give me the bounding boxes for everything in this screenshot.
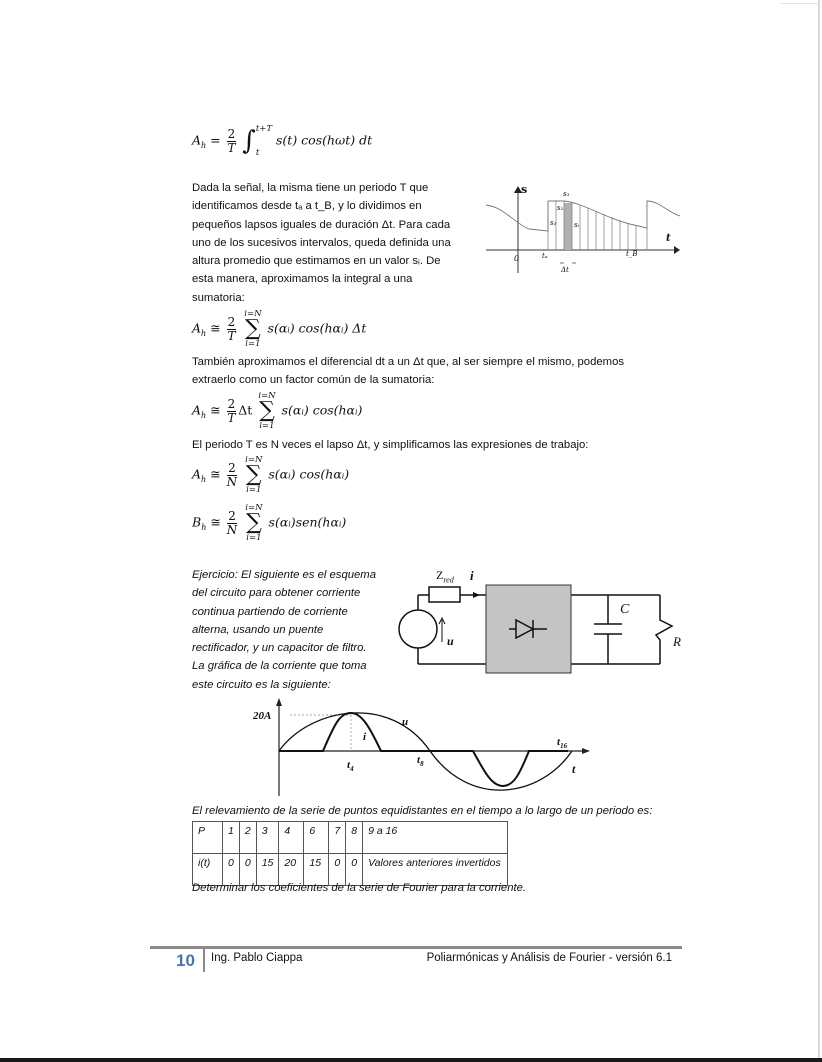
impedance-label: $Z_{red}$ bbox=[436, 568, 454, 585]
sample-points-table bbox=[192, 821, 508, 886]
signal-ta-label: tₐ bbox=[542, 252, 548, 260]
table-cell: Valores anteriores invertidos bbox=[363, 854, 508, 886]
current-label: i bbox=[470, 568, 474, 583]
table-cell: 1 bbox=[223, 822, 240, 854]
signal-si-label: sᵢ bbox=[574, 221, 580, 229]
footer-separator bbox=[203, 948, 205, 972]
signal-tb-label: t_B bbox=[626, 250, 638, 258]
table-cell: 0 bbox=[329, 854, 346, 886]
footer-document-title: Poliarmónicas y Análisis de Fourier - versión 6.1 bbox=[426, 952, 672, 964]
table-cell: 15 bbox=[304, 854, 329, 886]
voltage-label: u bbox=[447, 634, 454, 648]
table-cell: 2 bbox=[239, 822, 256, 854]
paragraph-period: El periodo T es N veces el lapso Δt, y simplificamos las expresiones de trabajo: bbox=[192, 439, 589, 451]
t-axis-label: t bbox=[572, 762, 576, 776]
t8-label: $t_8$ bbox=[417, 754, 424, 769]
equation-ah-sum-dt: $A_h$ ≅ $\frac{2}{T}$ i=N ∑ i=1 s(αᵢ) cos(hαᵢ) Δt bbox=[192, 309, 367, 349]
table-cell: 7 bbox=[329, 822, 346, 854]
current-waveform-svg bbox=[250, 698, 590, 798]
resistor-label: R bbox=[673, 634, 681, 649]
page-edge-top bbox=[780, 3, 820, 4]
u-curve-label: u bbox=[402, 716, 409, 728]
table-row bbox=[193, 822, 508, 854]
y-tick-20a: 20A bbox=[253, 710, 272, 722]
paragraph-signal-division: Dada la señal, la misma tiene un periodo T que identificamos desde tₐ a t_B, y lo dividimos en pequeños lapsos iguales de duración Δt. Para cada uno de los sucesivos intervalos, queda definida una altura promedio que estimamos en un valor sᵢ. De esta manera, aproximamos la integral a una sumatoria: bbox=[192, 182, 451, 304]
rectifier-circuit-diagram bbox=[390, 568, 690, 680]
footer-rule bbox=[150, 946, 682, 949]
table-cell: 4 bbox=[279, 822, 304, 854]
signal-y-label: s bbox=[521, 183, 528, 196]
signal-sampling-svg bbox=[484, 183, 680, 278]
paragraph-exercise: Ejercicio: El siguiente es el esquema del circuito para obtener corriente continua partiendo de corriente alterna, usando un puente rectificador, y un capacitor de filtro. La gráfica de la corriente que toma este circuito es la siguiente: bbox=[192, 569, 376, 691]
signal-origin-label: 0 bbox=[514, 254, 520, 263]
table-cell: 3 bbox=[256, 822, 279, 854]
t4-label: $t_4$ bbox=[347, 759, 354, 774]
page-number: 10 bbox=[176, 951, 195, 970]
paragraph-differential: También aproximamos el diferencial dt a un Δt que, al ser siempre el mismo, podemos extraerlo como un factor común de la sumatoria: bbox=[192, 356, 625, 387]
table-cell: i(t) bbox=[193, 854, 223, 886]
footer-author: Ing. Pablo Ciappa bbox=[211, 952, 303, 964]
table-cell: 8 bbox=[346, 822, 363, 854]
table-cell: 15 bbox=[256, 854, 279, 886]
equation-ah-sum-factored: $A_h$ ≅ $\frac{2}{T}$ Δt i=N ∑ i=1 s(αᵢ) cos(hαᵢ) bbox=[192, 391, 363, 431]
table-cell: P bbox=[193, 822, 223, 854]
table-cell: 20 bbox=[279, 854, 304, 886]
table-cell: 0 bbox=[223, 854, 240, 886]
equation-ah-integral: $A_h$ = $\frac{2}{T}$ ∫ t+T t s(t) cos(hωt) dt bbox=[192, 124, 373, 158]
signal-s3-label: s₃ bbox=[563, 190, 570, 198]
signal-s2-label: s₂ bbox=[557, 204, 564, 212]
equation-ah-sum-n: $A_h$ ≅ $\frac{2}{N}$ i=N ∑ i=1 s(αᵢ) cos(hαᵢ) bbox=[192, 455, 350, 495]
table-cell: 0 bbox=[239, 854, 256, 886]
closing-instruction: Determinar los coeficientes de la serie de Fourier para la corriente. bbox=[192, 882, 527, 894]
equation-bh-sum-n: $B_h$ ≅ $\frac{2}{N}$ i=N ∑ i=1 s(αᵢ)sen(hαᵢ) bbox=[192, 503, 347, 543]
i-curve-label: i bbox=[363, 731, 367, 743]
table-cell: 9 a 16 bbox=[363, 822, 508, 854]
rectifier-circuit-svg bbox=[390, 568, 690, 680]
table-cell: 0 bbox=[346, 854, 363, 886]
signal-sampling-figure bbox=[484, 183, 680, 278]
table-intro-text: El relevamiento de la serie de puntos equidistantes en el tiempo a lo largo de un periodo es: bbox=[192, 805, 653, 817]
signal-x-label: t bbox=[666, 233, 671, 244]
capacitor-label: C bbox=[620, 602, 630, 617]
current-waveform-figure bbox=[250, 698, 590, 798]
page-edge-bottom bbox=[0, 1058, 822, 1062]
t16-label: $t_{16}$ bbox=[557, 736, 568, 751]
signal-delta-label: Δt bbox=[561, 266, 569, 274]
page-edge-right bbox=[818, 0, 820, 1058]
signal-s1-label: s₁ bbox=[550, 219, 557, 227]
table-cell: 6 bbox=[304, 822, 329, 854]
